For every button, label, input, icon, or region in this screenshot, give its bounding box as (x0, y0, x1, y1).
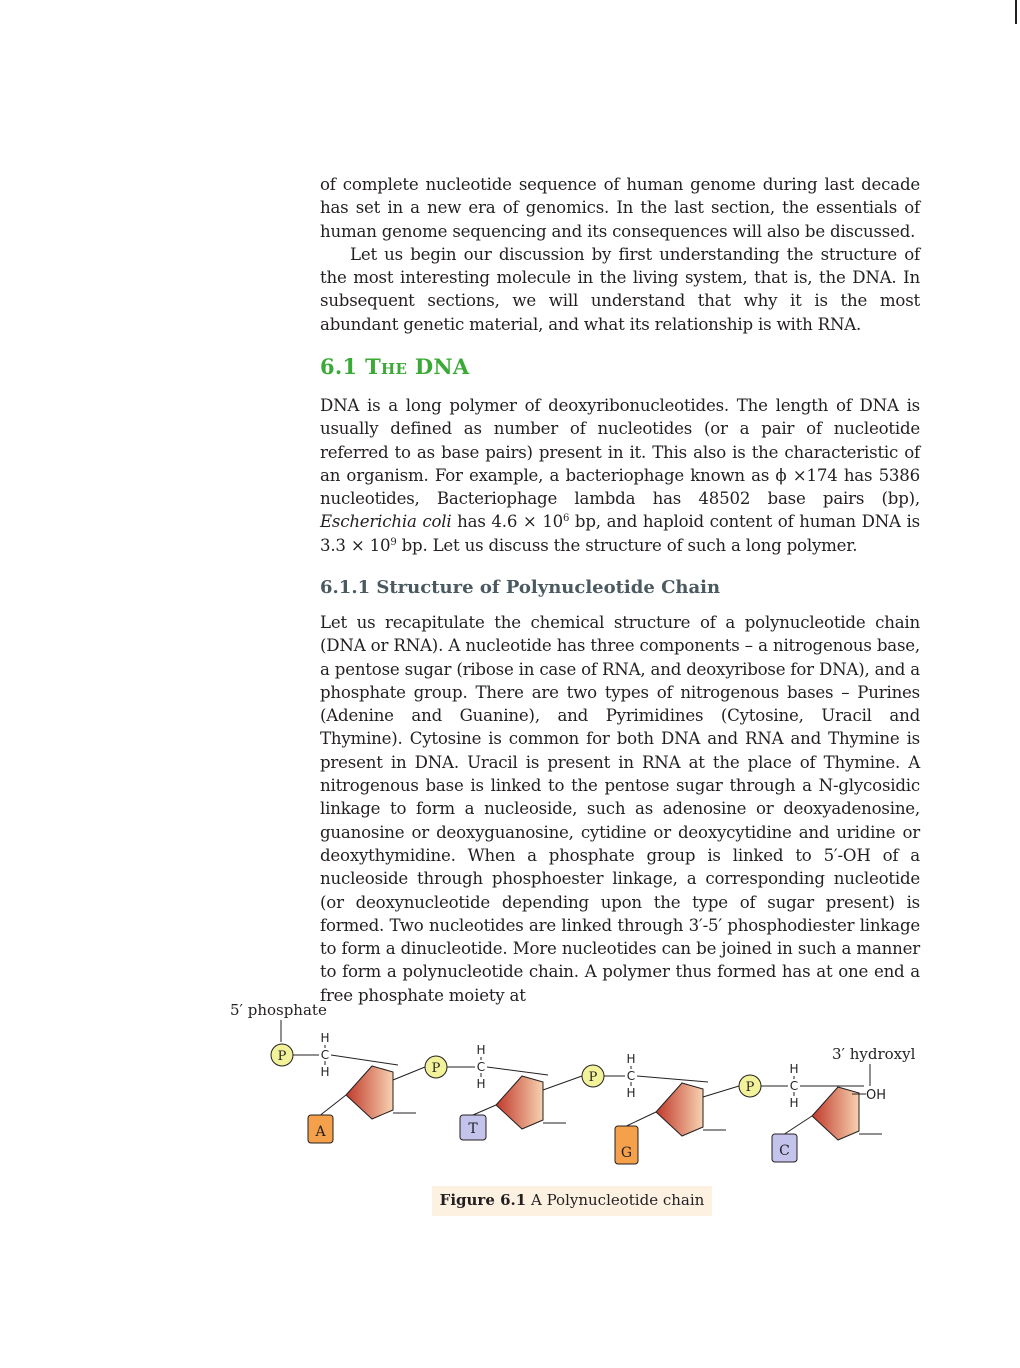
carbon-3: C (626, 1069, 636, 1083)
figure-caption (432, 1186, 712, 1216)
hydrogen-top-4: H (789, 1062, 799, 1076)
subsection-heading: 6.1.1 Structure of Polynucleotide Chain (320, 577, 721, 598)
deoxyribose-sugar-3 (656, 1083, 703, 1136)
hydroxyl-group: OH (866, 1088, 887, 1103)
structure-paragraph (320, 611, 920, 1007)
base-label-A: A (315, 1124, 326, 1140)
dna-text-2: has 5386 nucleotides, Bacteriophage lambda has 48502 base pairs (bp), (320, 465, 920, 509)
caption-label: Figure 6.1 (439, 1191, 527, 1209)
hydrogen-top-2: H (476, 1043, 486, 1057)
phosphodiester-bond-3 (703, 1086, 739, 1097)
phosphate-label-4: P (745, 1080, 755, 1095)
exponent-6: 6 (563, 513, 570, 525)
glycosidic-bond-3 (627, 1112, 657, 1126)
deoxyribose-sugar-4 (812, 1087, 859, 1140)
glycosidic-bond-1 (321, 1095, 347, 1115)
page-edge-mark (1015, 0, 1017, 24)
ecoli-name: Escherichia coli (320, 512, 452, 532)
carbon-sugar-bond-3 (637, 1076, 708, 1082)
hydrogen-bottom-1: H (320, 1065, 330, 1079)
carbon-1: C (320, 1048, 330, 1062)
dna-text-5: bp. Let us discuss the structure of such a long polymer. (396, 535, 858, 555)
deoxyribose-sugar-2 (496, 1076, 543, 1129)
label-3prime-hydroxyl: 3′ hydroxyl (832, 1045, 916, 1063)
dna-text-4: bp, and haploid content of human DNA is 3.3 × 10 (320, 512, 920, 555)
carbon-4: C (789, 1079, 799, 1093)
section-title-rest: DNA (414, 354, 470, 379)
phosphodiester-bond-2 (543, 1076, 582, 1090)
carbon-sugar-bond-1 (331, 1055, 398, 1065)
hydrogen-bottom-4: H (789, 1096, 799, 1110)
phosphodiester-bond-1 (393, 1067, 425, 1080)
section-title-smallcaps: HE (381, 360, 408, 378)
phi-x174: ϕ ×174 (775, 465, 838, 485)
hydrogen-top-1: H (320, 1031, 330, 1045)
dna-text-3: has 4.6 × 10 (451, 512, 564, 532)
intro-paragraph-1: of complete nucleotide sequence of human genome during last decade has set in a new era of genomics. In the last section, the essentials of human genome sequencing and its consequences will also be discussed. (320, 175, 920, 241)
intro-text (320, 173, 920, 336)
section-number: 6.1 (320, 354, 358, 379)
base-label-T: T (468, 1121, 478, 1137)
section-title-cap: T (365, 354, 381, 379)
hydrogen-bottom-3: H (626, 1086, 636, 1100)
base-label-C: C (779, 1143, 790, 1159)
section-heading (320, 354, 469, 379)
dna-paragraph-text (320, 394, 920, 557)
glycosidic-bond-2 (473, 1105, 496, 1115)
base-label-G: G (620, 1145, 633, 1161)
label-5prime-phosphate: 5′ phosphate (230, 1001, 327, 1019)
hydrogen-top-3: H (626, 1052, 636, 1066)
exponent-9: 9 (390, 536, 397, 548)
deoxyribose-sugar-1 (346, 1066, 393, 1119)
carbon-2: C (476, 1060, 486, 1074)
phosphate-label-1: P (277, 1049, 287, 1064)
structure-paragraph-text: Let us recapitulate the chemical structure of a polynucleotide chain (DNA or RNA). A nucleotide has three components – a nitrogenous base, a pentose sugar (ribose in case of RNA, and deoxyribose for DNA), and a phosphate group. There are two types of nitrogenous bases – Purines (Adenine and Guanine), and Pyrimidines (Cytosine, Uracil and Thymine). Cytosine is common for both DNA and RNA and Thymine is present in DNA. Uracil is present in RNA at the place of Thymine. A nitrogenous base is linked to the pentose sugar through a N-glycosidic linkage to form a nucleoside, such as adenosine or deoxyadenosine, guanosine or deoxyguanosine, cytidine or deoxycytidine and uridine or deoxythymidine. When a phosphate group is linked to 5′-OH of a nucleoside through phosphoester linkage, a corresponding nucleotide (or deoxynucleotide depending upon the type of sugar present) is formed. Two nucleotides are linked through 3′-5′ phosphodiester linkage to form a dinucleotide. More nucleotides can be joined in such a manner to form a polynucleotide chain. A polymer thus formed has at one end a free phosphate moiety at (320, 613, 920, 1005)
intro-paragraph-2: Let us begin our discussion by first understanding the structure of the most interesting molecule in the living system, that is, the DNA. In subsequent sections, we will understand that why it is the most abundant genetic material, and what its relationship is with RNA. (320, 244, 920, 334)
phosphate-label-3: P (588, 1070, 598, 1085)
dna-paragraph (320, 394, 920, 557)
hydrogen-bottom-2: H (476, 1077, 486, 1091)
dna-text-1: DNA is a long polymer of deoxyribonucleotides. The length of DNA is usually defined as number of nucleotides (or a pair of nucleotide referred to as base pairs) present in it. This also is the characteristic of an organism. For example, a bacteriophage known as (320, 396, 920, 485)
phosphate-label-2: P (431, 1061, 441, 1076)
caption-text: A Polynucleotide chain (530, 1191, 705, 1209)
carbon-sugar-bond-2 (487, 1067, 548, 1075)
glycosidic-bond-4 (785, 1116, 813, 1134)
